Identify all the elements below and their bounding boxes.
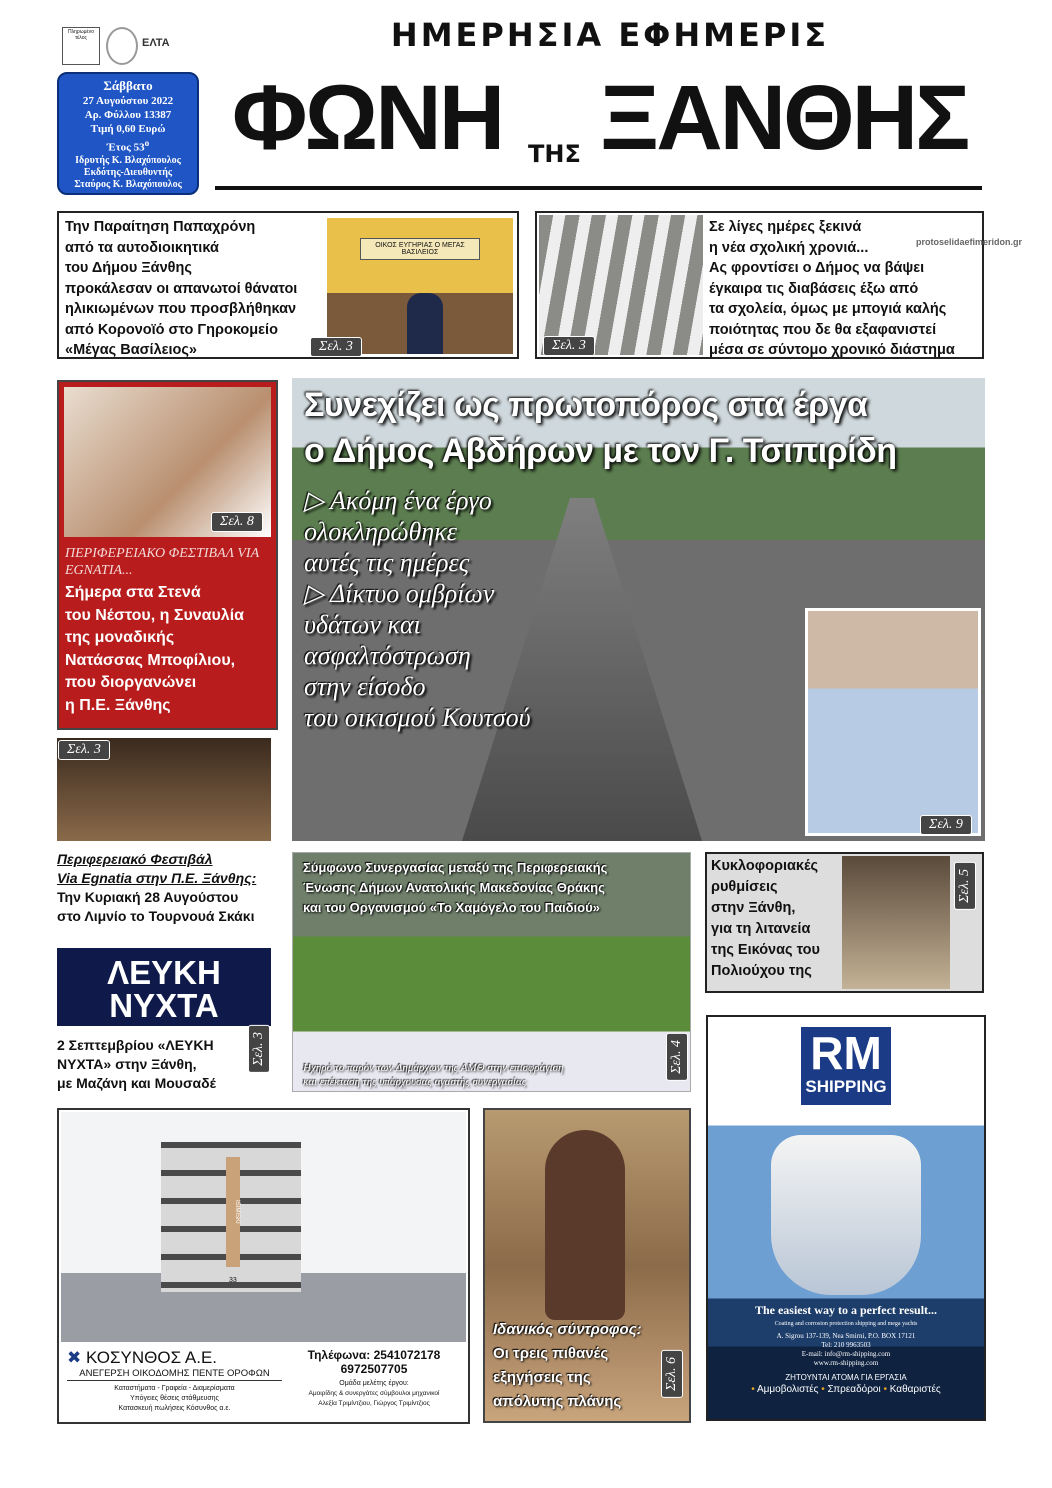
banner-line: ΝΥΧΤΑ bbox=[109, 987, 219, 1024]
masthead-title-left: ΦΩΝΗ bbox=[232, 67, 503, 169]
triangle-bullet-icon: ▷ bbox=[304, 486, 331, 515]
detail-line: Υπόγειες θέσεις στάθμευσης bbox=[130, 1395, 219, 1402]
building-sign: ΟΙΚΟΣ ΕΥΓΗΡΙΑΣ Ο ΜΕΓΑΣ ΒΑΣΙΛΕΙΟΣ bbox=[360, 238, 480, 260]
story-line: στο Λιμνίο το Τουρνουά Σκάκι bbox=[57, 908, 255, 924]
rm-logo-text: RM bbox=[810, 1027, 882, 1079]
story-line: μέσα σε σύντομο χρονικό διάστημα bbox=[709, 342, 955, 358]
masthead-rule bbox=[215, 186, 982, 190]
team-label: Ομάδα μελέτης έργου: bbox=[339, 1380, 409, 1387]
ad-email: E-mail: info@rm-shipping.com bbox=[801, 1350, 891, 1358]
kosynthos-logo-icon: ✖ bbox=[67, 1348, 82, 1367]
page-ref: Σελ. 5 bbox=[954, 862, 976, 910]
mayor-photo bbox=[805, 608, 981, 836]
ad-role: Καθαριστές bbox=[889, 1384, 941, 1395]
story-line: ηλικιωμένων που προσβλήθηκαν bbox=[65, 301, 297, 317]
issue-day: Σάββατο bbox=[103, 78, 153, 93]
publisher: Σταύρος Κ. Βλαχόπουλος bbox=[74, 178, 182, 190]
bullet-item bbox=[304, 485, 531, 516]
story-line: απόλυτης πλάνης bbox=[493, 1393, 622, 1410]
story-line: Σε λίγες ημέρες ξεκινά bbox=[709, 219, 862, 235]
crosswalk-photo bbox=[539, 215, 703, 355]
bullet-line: ασφαλτόστρωση bbox=[304, 641, 471, 670]
lead-story[interactable] bbox=[292, 378, 985, 841]
issue-year bbox=[59, 136, 197, 155]
masthead-title-right: ΞΑΝΘΗΣ bbox=[600, 67, 968, 169]
banner-line: ΛΕΥΚΗ bbox=[107, 954, 221, 991]
bullet-icon: • bbox=[751, 1384, 757, 1395]
bullet-line: ολοκληρώθηκε bbox=[304, 517, 457, 546]
ad-slogan: The easiest way to a perfect result... bbox=[754, 1303, 938, 1317]
bullet-line: στην είσοδο bbox=[304, 672, 426, 701]
story-litaneia[interactable] bbox=[705, 852, 984, 993]
seal-logo bbox=[106, 27, 138, 65]
bullet-item bbox=[304, 578, 531, 609]
bullet-line: Ακόμη ένα έργο bbox=[330, 486, 492, 515]
story-line: ΝΥΧΤΑ» στην Ξάνθη, bbox=[57, 1056, 197, 1072]
bullet-icon: • bbox=[821, 1384, 828, 1395]
publisher-label: Εκδότης-Διευθυντής bbox=[83, 166, 173, 178]
story-line: για τη λιτανεία bbox=[711, 921, 811, 937]
cruise-ship-image bbox=[771, 1135, 921, 1295]
ad-web[interactable]: www.rm-shipping.com bbox=[813, 1359, 879, 1367]
story-line: Via Egnatia στην Π.Ε. Ξάνθης: bbox=[57, 870, 257, 886]
issue-info-box bbox=[57, 72, 199, 195]
story-idanikos[interactable] bbox=[483, 1108, 691, 1423]
masthead-title-middle: ΤΗΣ bbox=[528, 140, 581, 168]
story-line: η Π.Ε. Ξάνθης bbox=[65, 696, 171, 714]
postage-paid-stamp bbox=[62, 27, 100, 65]
story-gerokomeio[interactable] bbox=[57, 211, 519, 359]
story-line: Ιδανικός σύντροφος: bbox=[493, 1321, 642, 1338]
ad-jobs: ΖΗΤΟΥΝΤΑΙ ΑΤΟΜΑ ΓΙΑ ΕΡΓΑΣΙΑ bbox=[785, 1373, 907, 1382]
story-line: από Κορονοϊό στο Γηροκομείο bbox=[65, 321, 278, 338]
story-line: εξηγήσεις της bbox=[493, 1369, 591, 1386]
headline-line: και του Οργανισμού «Το Χαμόγελο του Παιδιού» bbox=[303, 900, 600, 915]
page-ref: Σελ. 6 bbox=[661, 1350, 683, 1398]
story-line: με Μαζάνη και Μουσαδέ bbox=[57, 1075, 216, 1091]
story-line: προκάλεσαν οι απανωτοί θάνατοι bbox=[65, 280, 298, 297]
issue-sheet: Αρ. Φύλλου 13387 bbox=[84, 109, 172, 121]
story-line: Ας φροντίσει ο Δήμος να βάψει bbox=[709, 260, 925, 276]
man-figure bbox=[407, 293, 443, 354]
story-crosswalks[interactable] bbox=[535, 211, 984, 359]
issue-price: Τιμή 0,60 Ευρώ bbox=[90, 123, 166, 135]
triangle-bullet-icon: ▷ bbox=[304, 579, 331, 608]
company-name: ΚΟΣΥΝΘΟΣ Α.Ε. bbox=[85, 1348, 218, 1367]
ad-role: Αμμοβολιστές bbox=[756, 1384, 819, 1395]
page-ref: Σελ. 8 bbox=[211, 512, 263, 532]
story-line: Την Κυριακή 28 Αυγούστου bbox=[57, 889, 239, 905]
team-line: Αμοιρίδης & συνεργάτες σύμβουλοι μηχανικοί bbox=[308, 1390, 440, 1397]
story-line: που διοργανώνει bbox=[65, 674, 197, 691]
bullet-line: του οικισμού Κουτσού bbox=[304, 703, 531, 732]
founder: Ιδρυτής Κ. Βλαχόπουλος bbox=[75, 154, 181, 166]
ad-role: Σπρεαδόροι bbox=[827, 1384, 881, 1395]
kosynthos-ad[interactable] bbox=[57, 1108, 470, 1424]
page-ref: Σελ. 4 bbox=[666, 1033, 688, 1081]
lefki-nychta-banner bbox=[57, 948, 271, 1026]
masthead-subtitle: ΗΜΕΡΗΣΙΑ ΕΦΗΜΕΡΙΣ bbox=[390, 16, 830, 54]
ad-tel: Tel: 210 9963503 bbox=[821, 1341, 871, 1349]
detail-line: Κατασκευή πωλήσεις Κόσυνθος α.ε. bbox=[118, 1405, 231, 1412]
ad-sub: Coating and corrosion protection shipping and mega yachts bbox=[774, 1321, 918, 1327]
story-chess[interactable] bbox=[57, 850, 256, 926]
phone-label: Τηλέφωνα: 2541072178 bbox=[307, 1348, 441, 1362]
stamp-text: Πληρωμένο τέλος bbox=[67, 29, 95, 41]
story-line: Οι τρεις πιθανές bbox=[493, 1345, 609, 1362]
rm-logo bbox=[801, 1027, 891, 1105]
story-line: του Νέστου, η Συναυλία bbox=[65, 606, 244, 624]
watermark: protoselidaefimeridon.gr bbox=[916, 237, 1023, 247]
gerokomeio-photo bbox=[327, 218, 513, 354]
story-line: ποιότητας που δε θα εξαφανιστεί bbox=[709, 321, 937, 338]
story-line: 2 Σεπτεμβρίου «ΛΕΥΚΗ bbox=[57, 1037, 214, 1053]
story-kicker bbox=[57, 850, 256, 888]
page-ref: Σελ. 3 bbox=[58, 740, 110, 760]
story-line: «Μέγας Βασίλειος» bbox=[65, 342, 198, 358]
bullet-line: Δίκτυο ομβρίων bbox=[330, 579, 495, 608]
bullet-line: αυτές τις ημέρες bbox=[304, 548, 470, 577]
building-render bbox=[61, 1112, 466, 1342]
story-line: τα σχολεία, όμως με μπογιά καλής bbox=[709, 301, 947, 317]
story-line: Σήμερα στα Στενά bbox=[65, 584, 201, 601]
caption-line: και επέκταση της υπάρχουσας αγαστής συνεργασίας bbox=[303, 1076, 527, 1088]
story-line: Πολιούχου της bbox=[711, 963, 812, 979]
lead-headline-line: ο Δήμος Αβδήρων με τον Γ. Τσιπιρίδη bbox=[304, 432, 897, 470]
story-line: Περιφερειακό Φεστιβάλ bbox=[57, 851, 213, 867]
rm-logo-sub: SHIPPING bbox=[805, 1077, 887, 1096]
story-line: της Εικόνας του bbox=[711, 942, 820, 958]
issue-date: 27 Αυγούστου 2022 bbox=[82, 95, 174, 107]
phone-2: 6972507705 bbox=[340, 1362, 408, 1376]
page-ref: Σελ. 3 bbox=[543, 336, 595, 356]
project-title: ΑΝΕΓΕΡΣΗ ΟΙΚΟΔΟΜΗΣ ΠΕΝΤΕ ΟΡΟΦΩΝ bbox=[67, 1368, 282, 1381]
ad-address: A. Sigrou 137-139, Nea Smirni, P.O. BOX 17121 bbox=[776, 1332, 916, 1340]
issue-year-sup: ο bbox=[144, 138, 150, 148]
story-line: Νατάσσας Μποφίλιου, bbox=[65, 651, 236, 669]
story-line: της μοναδικής bbox=[65, 629, 175, 646]
story-lefki-nychta[interactable] bbox=[57, 1036, 216, 1093]
story-line: ρυθμίσεις bbox=[711, 879, 778, 895]
building-number: 33 bbox=[229, 1277, 237, 1284]
team-line: Αλεξία Τριμίντζιου, Γιώργος Τριμίντζιος bbox=[318, 1400, 430, 1407]
detail-line: Καταστήματα - Γραφεία - Διαμερίσματα bbox=[114, 1385, 235, 1392]
story-bofiliou[interactable] bbox=[57, 380, 278, 730]
caption-line: Ηχηρό το παρόν των Δημάρχων της ΑΜΘ στην επισφράγιση bbox=[303, 1062, 564, 1074]
page-ref: Σελ. 3 bbox=[310, 337, 362, 357]
page-ref: Σελ. 9 bbox=[920, 815, 972, 835]
headline-line: Σύμφωνο Συνεργασίας μεταξύ της Περιφερειακής bbox=[303, 860, 608, 875]
woman-photo bbox=[545, 1130, 625, 1320]
story-line: Κυκλοφοριακές bbox=[711, 858, 819, 874]
headline-line: Ένωσης Δήμων Ανατολικής Μακεδονίας Θράκης bbox=[303, 880, 605, 895]
story-line: έγκαιρα τις διαβάσεις έξω από bbox=[709, 280, 919, 297]
icon-procession-photo bbox=[842, 856, 950, 989]
issue-year-text: Έτος 53 bbox=[106, 141, 145, 154]
lead-headline-line: Συνεχίζει ως πρωτοπόρος στα έργα bbox=[304, 386, 868, 424]
building-sign: ISIMISKI bbox=[226, 1157, 240, 1267]
story-line: στην Ξάνθη, bbox=[711, 900, 796, 916]
story-line: Την Παραίτηση Παπαχρόνη bbox=[65, 219, 256, 235]
story-line: του Δήμου Ξάνθης bbox=[65, 260, 192, 276]
bullet-icon: • bbox=[883, 1384, 890, 1395]
rm-shipping-ad[interactable] bbox=[706, 1015, 986, 1421]
story-line: η νέα σχολική χρονιά... bbox=[709, 239, 869, 256]
story-kicker: ΠΕΡΙΦΕΡΕΙΑΚΟ ΦΕΣΤΙΒΑΛ VIA EGNATIA... bbox=[65, 546, 259, 578]
story-line: από τα αυτοδιοικητικά bbox=[65, 239, 219, 256]
elta-logo: ΕΛΤΑ bbox=[142, 37, 170, 49]
story-symfono[interactable] bbox=[292, 852, 691, 1092]
bullet-line: υδάτων και bbox=[304, 610, 421, 639]
page-ref: Σελ. 3 bbox=[248, 1025, 270, 1073]
